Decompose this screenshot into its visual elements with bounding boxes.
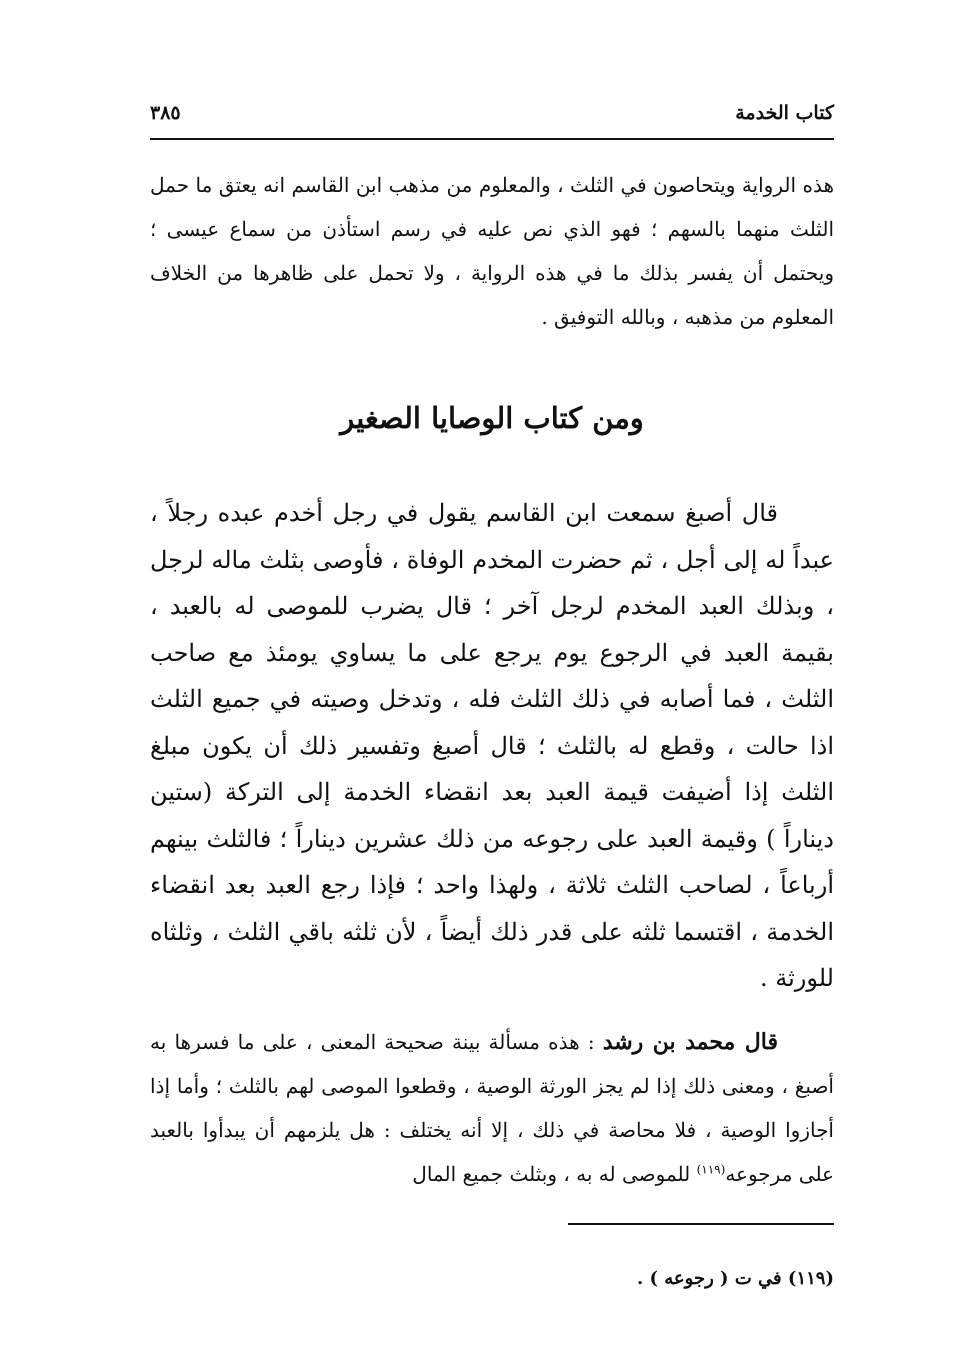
footnote: (١١٩) في ت ( رجوعه ) . <box>636 1268 834 1289</box>
header-rule <box>150 138 834 140</box>
paragraph-continued: هذه الرواية ويتحاصون في الثلث ، والمعلوم من مذهب ابن القاسم انه يعتق ما حمل الثلث منهما بالسهم ؛ فهو الذي نص عليه في رسم استأذن من سماع عيسى ؛ ويحتمل أن يفسر بذلك ما في هذه الرواية ، ولا تحمل على ظاهرها من الخلاف المعلوم من مذهبه ، وبالله التوفيق . <box>150 173 834 329</box>
speaker-label: قال محمد بن رشد <box>602 1029 778 1055</box>
paragraph-ibn-rushd <box>150 1020 834 1196</box>
page-header <box>150 96 834 136</box>
section-title: ومن كتاب الوصايا الصغير <box>340 401 644 435</box>
commentary-text-1: : هذه مسألة بينة صحيحة المعنى ، على ما فسرها به أصبغ ، ومعنى ذلك إذا لم يجز الورثة الوصية ، وقطعوا الموصى لهم بالثلث ؛ وأما إذا أجازوا الوصية ، فلا محاصة في ذلك ، إلا أنه يختلف : هل يلزمهم أن يبدأوا بالعبد على مرجوعه <box>150 1030 834 1186</box>
running-head: كتاب الخدمة <box>735 102 834 124</box>
page-number: ٣٨٥ <box>150 102 181 124</box>
paragraph-asbagh: قال أصبغ سمعت ابن القاسم يقول في رجل أخدم عبده رجلاً ، عبداً له إلى أجل ، ثم حضرت المخدم الوفاة ، فأوصى بثلث ماله لرجل ، وبذلك العبد المخدم لرجل آخر ؛ قال يضرب للموصى له بالعبد ، بقيمة العبد في الرجوع يوم يرجع على ما يساوي يومئذ مع صاحب الثلث ، فما أصابه في ذلك الثلث فله ، وتدخل وصيته في جميع الثلث اذا حالت ، وقطع له بالثلث ؛ قال أصبغ وتفسير ذلك أن يكون مبلغ الثلث إذا أضيفت قيمة العبد بعد انقضاء الخدمة إلى التركة (ستين ديناراً ) وقيمة العبد على رجوعه من ذلك عشرين ديناراً ؛ فالثلث بينهم أرباعاً ، لصاحب الثلث ثلاثة ، ولهذا واحد ؛ فإذا رجع العبد بعد انقضاء الخدمة ، اقتسما ثلثه على قدر ذلك أيضاً ، لأن ثلثه باقي الثلث ، وثلثاه للورثة . <box>150 499 834 992</box>
footnote-reference: (١١٩) <box>696 1162 726 1177</box>
commentary-text-2: للموصى له به ، وبثلث جميع المال <box>412 1162 697 1186</box>
footnote-rule <box>568 1223 834 1225</box>
